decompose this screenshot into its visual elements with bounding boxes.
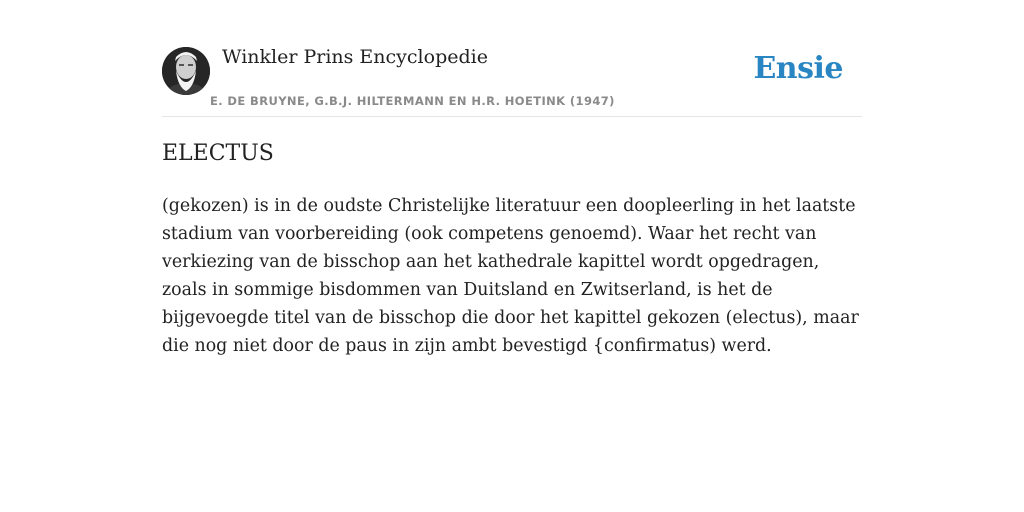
page — [162, 0, 862, 512]
entry-body: (gekozen) is in de oudste Christelijke literatuur een doopleerling in het laatste stadium van voorbereiding (ook competens genoemd). Waar het recht van verkiezing van de bisschop aan het kathedrale kapittel wordt opgedragen, zoals in sommige bisdommen van Duitsland en Zwitserland, is het de bijgevoegde titel van de bisschop die door het kapittel gekozen (electus), maar die nog niet door de paus in zijn ambt bevestigd {confirmatus) werd. — [162, 196, 859, 356]
header — [162, 0, 862, 117]
author-portrait-icon[interactable] — [162, 47, 210, 95]
ensie-logo-link[interactable]: Ensie — [753, 51, 843, 86]
book-authors: E. DE BRUYNE, G.B.J. HILTERMANN EN H.R. HOETINK (1947) — [210, 94, 615, 108]
book-title[interactable]: Winkler Prins Encyclopedie — [222, 46, 488, 68]
entry-title: ELECTUS — [162, 141, 274, 166]
